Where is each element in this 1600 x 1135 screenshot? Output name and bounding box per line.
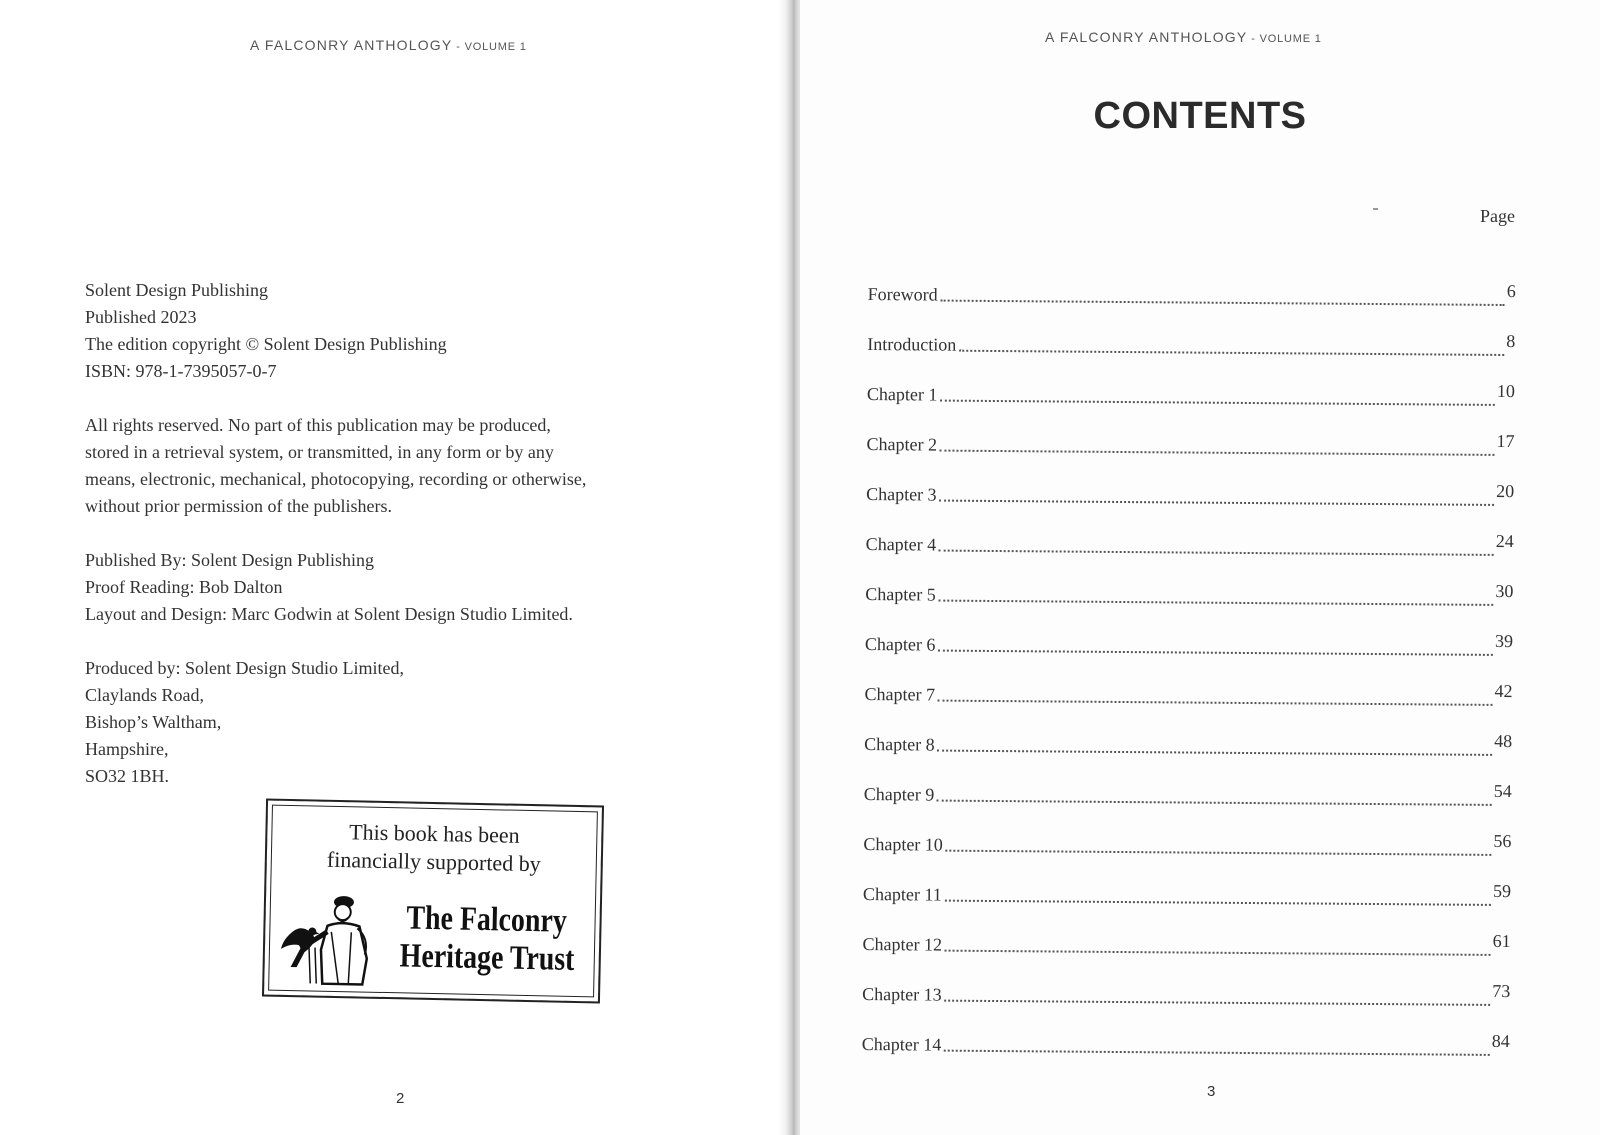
toc-entry-page: 30 bbox=[1495, 580, 1514, 602]
toc-dot-leader bbox=[939, 600, 1494, 606]
toc-entry bbox=[868, 255, 1516, 310]
imprint-line: Published 2023 bbox=[85, 307, 197, 327]
toc-dot-leader bbox=[940, 500, 1495, 506]
page-number-left: 2 bbox=[396, 1090, 405, 1107]
page-column-label: Page bbox=[1480, 206, 1515, 226]
imprint-text bbox=[85, 277, 685, 817]
sponsor-statement bbox=[267, 817, 602, 880]
credits bbox=[85, 547, 685, 628]
toc-entry-label: Chapter 2 bbox=[866, 433, 938, 455]
right-page bbox=[800, 0, 1600, 1135]
toc-entry-label: Chapter 10 bbox=[863, 833, 943, 855]
toc-dot-leader bbox=[945, 950, 1491, 956]
rights-line: without prior permission of the publishers. bbox=[85, 496, 392, 516]
toc-dot-leader bbox=[940, 450, 1495, 456]
toc-dot-leader bbox=[938, 650, 1493, 656]
toc-entry-label: Chapter 13 bbox=[862, 983, 942, 1005]
address-line: Bishop’s Waltham, bbox=[85, 712, 222, 732]
trust-name-line: Heritage Trust bbox=[399, 937, 575, 978]
toc-entry bbox=[863, 855, 1511, 910]
toc-entry bbox=[863, 905, 1511, 960]
toc-dot-leader bbox=[937, 800, 1492, 806]
running-head-volume: - VOLUME 1 bbox=[452, 41, 527, 53]
toc-entry bbox=[867, 305, 1515, 360]
address-line: Claylands Road, bbox=[85, 685, 204, 705]
toc-entry bbox=[865, 555, 1513, 610]
toc-entry-label: Chapter 11 bbox=[862, 883, 942, 905]
toc-entry bbox=[866, 505, 1514, 560]
rights-line: All rights reserved. No part of this publication may be produced, bbox=[85, 415, 551, 435]
toc-dot-leader bbox=[945, 1000, 1491, 1006]
toc-dot-leader bbox=[940, 400, 1495, 406]
credit-line: Proof Reading: Bob Dalton bbox=[85, 577, 283, 597]
rights-line: stored in a retrieval system, or transmitted, in any form or by any bbox=[85, 442, 554, 462]
toc-entry bbox=[866, 405, 1514, 460]
toc-entry-label: Introduction bbox=[867, 333, 957, 355]
toc-entry-label: Chapter 4 bbox=[865, 533, 937, 555]
toc-entry-label: Chapter 3 bbox=[866, 483, 937, 505]
credit-line: Layout and Design: Marc Godwin at Solent Design Studio Limited. bbox=[85, 604, 573, 624]
running-head-left bbox=[250, 37, 527, 53]
imprint-line: Solent Design Publishing bbox=[85, 280, 269, 300]
toc-dot-leader bbox=[938, 700, 1493, 706]
toc-entry-label: Chapter 6 bbox=[864, 633, 936, 655]
sponsor-line: financially supported by bbox=[326, 846, 541, 877]
toc-entry-page: 61 bbox=[1492, 930, 1511, 952]
toc-dot-leader bbox=[945, 900, 1491, 906]
toc-dot-leader bbox=[941, 300, 1505, 306]
toc-entry-page: 17 bbox=[1496, 430, 1515, 452]
imprint-details bbox=[85, 277, 685, 385]
address-line: SO32 1BH. bbox=[85, 766, 170, 786]
toc-entry-page: 48 bbox=[1494, 730, 1513, 752]
toc-entry-label: Chapter 7 bbox=[864, 683, 936, 705]
running-head-title: A FALCONRY ANTHOLOGY bbox=[250, 37, 453, 53]
address-line: Hampshire, bbox=[85, 739, 169, 759]
toc-entry bbox=[864, 655, 1512, 710]
toc-entry bbox=[866, 455, 1514, 510]
toc-dot-leader bbox=[959, 350, 1504, 356]
toc-entry-page: 39 bbox=[1494, 630, 1514, 652]
toc-entry bbox=[867, 355, 1515, 410]
toc-entry-label: Chapter 14 bbox=[861, 1033, 942, 1055]
producer-address bbox=[85, 655, 685, 790]
page-number-right: 3 bbox=[1207, 1083, 1216, 1100]
toc-dot-leader bbox=[946, 850, 1492, 856]
toc-dot-leader bbox=[944, 1050, 1490, 1056]
toc-entry-label: Chapter 5 bbox=[865, 583, 936, 605]
address-line: Produced by: Solent Design Studio Limited, bbox=[85, 658, 404, 678]
scan-speck bbox=[1373, 208, 1378, 210]
toc-entry bbox=[864, 705, 1512, 760]
toc-dot-leader bbox=[938, 750, 1493, 756]
imprint-line: ISBN: 978-1-7395057-0-7 bbox=[85, 361, 277, 381]
toc-entry-label: Chapter 1 bbox=[866, 383, 938, 405]
running-head-right bbox=[1045, 29, 1322, 45]
toc-entry bbox=[862, 955, 1510, 1010]
running-head-title: A FALCONRY ANTHOLOGY bbox=[1045, 29, 1248, 45]
table-of-contents bbox=[862, 255, 1516, 1060]
trust-name bbox=[399, 899, 573, 979]
toc-entry-page: 10 bbox=[1496, 380, 1516, 402]
toc-entry-page: 54 bbox=[1493, 780, 1512, 802]
toc-entry-page: 59 bbox=[1492, 880, 1512, 902]
running-head-volume: - VOLUME 1 bbox=[1247, 33, 1322, 45]
toc-entry-page: 6 bbox=[1506, 281, 1516, 302]
toc-entry bbox=[864, 755, 1512, 810]
sponsor-box bbox=[262, 798, 604, 1003]
toc-entry bbox=[863, 805, 1511, 860]
rights-line: means, electronic, mechanical, photocopying, recording or otherwise, bbox=[85, 469, 587, 489]
rights-notice bbox=[85, 412, 685, 520]
toc-entry-page: 73 bbox=[1492, 980, 1511, 1002]
toc-dot-leader bbox=[939, 550, 1494, 556]
toc-entry-label: Chapter 8 bbox=[864, 733, 935, 755]
toc-entry-page: 8 bbox=[1506, 331, 1516, 352]
toc-entry bbox=[862, 1005, 1510, 1060]
toc-entry-label: Chapter 9 bbox=[863, 783, 935, 805]
toc-entry-page: 24 bbox=[1495, 530, 1514, 552]
trust-name-line: The Falconry bbox=[406, 899, 568, 940]
sponsor-line: This book has been bbox=[348, 819, 520, 848]
falconer-with-hawk-icon bbox=[278, 887, 376, 987]
toc-entry-label: Foreword bbox=[867, 283, 938, 305]
toc-entry-page: 84 bbox=[1491, 1030, 1510, 1052]
left-page bbox=[0, 0, 790, 1135]
toc-entry-label: Chapter 12 bbox=[862, 933, 943, 955]
toc-entry-page: 42 bbox=[1494, 680, 1513, 702]
contents-heading: CONTENTS bbox=[1093, 95, 1307, 137]
toc-entry bbox=[865, 605, 1513, 660]
toc-entry-page: 56 bbox=[1493, 830, 1512, 852]
imprint-line: The edition copyright © Solent Design Publishing bbox=[85, 334, 447, 354]
credit-line: Published By: Solent Design Publishing bbox=[85, 550, 375, 570]
toc-entry-page: 20 bbox=[1496, 480, 1515, 502]
